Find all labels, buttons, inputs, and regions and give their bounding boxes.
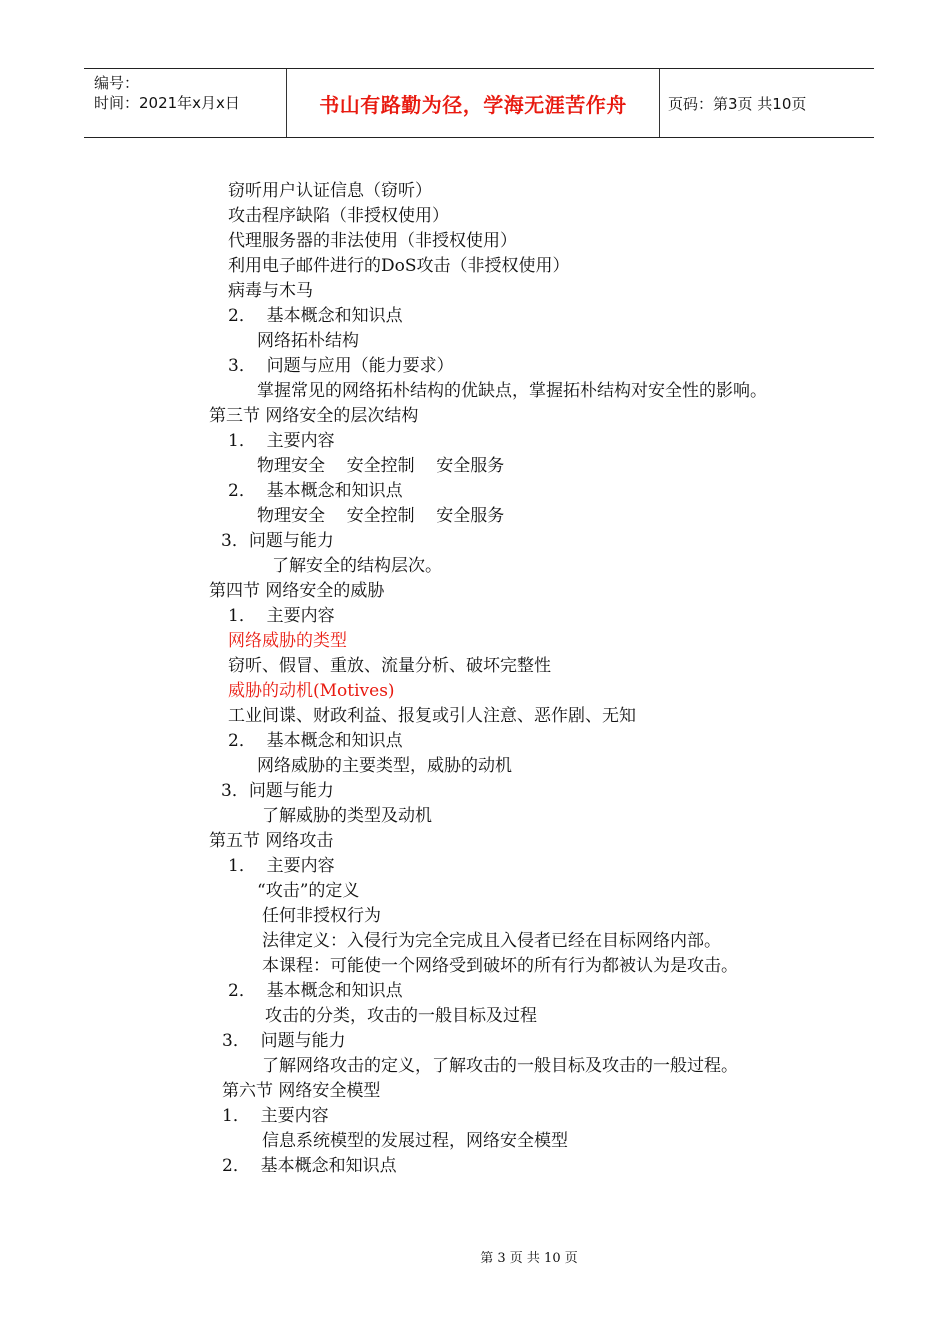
header-page-cell [660,69,874,137]
body-line: 网络拓朴结构 [257,331,359,351]
header-left-cell [84,69,287,137]
body-line: 1． 主要内容 [222,1106,329,1126]
number-label: 编号： [94,74,140,92]
body-line: 3． 问题与能力 [222,1031,346,1051]
section-heading: 第四节 网络安全的威胁 [209,581,385,601]
page-footer: 第 3 页 共 10 页 [480,1251,578,1266]
body-line: 物理安全 安全控制 安全服务 [257,506,505,526]
body-line: 网络威胁的主要类型，威胁的动机 [257,756,512,776]
body-line: 任何非授权行为 [262,906,381,926]
body-line: “攻击”的定义 [257,881,360,901]
body-line: 代理服务器的非法使用（非授权使用） [228,231,517,251]
body-line: 攻击程序缺陷（非授权使用） [228,206,449,226]
body-line: 工业间谍、财政利益、报复或引人注意、恶作剧、无知 [228,706,636,726]
body-line: 2． 基本概念和知识点 [222,1156,397,1176]
body-line: 病毒与木马 [228,281,313,301]
section-heading: 第五节 网络攻击 [209,831,334,851]
body-line: 本课程：可能使一个网络受到破坏的所有行为都被认为是攻击。 [262,956,738,976]
red-subheading: 网络威胁的类型 [228,631,347,651]
red-subheading: 威胁的动机(Motives) [228,681,395,701]
body-line: 法律定义：入侵行为完全完成且入侵者已经在目标网络内部。 [262,931,721,951]
body-line: 窃听用户认证信息（窃听） [228,181,432,201]
body-line: 1． 主要内容 [228,606,335,626]
section-heading: 第三节 网络安全的层次结构 [209,406,419,426]
body-line: 了解网络攻击的定义，了解攻击的一般目标及攻击的一般过程。 [262,1056,738,1076]
header-motto-cell [287,69,660,137]
body-line: 信息系统模型的发展过程，网络安全模型 [262,1131,568,1151]
body-line: 2． 基本概念和知识点 [228,481,403,501]
body-line: 3． 问题与应用（能力要求） [228,356,454,376]
body-line: 了解安全的结构层次。 [272,556,442,576]
body-line: 1． 主要内容 [228,856,335,876]
body-line: 了解威胁的类型及动机 [262,806,432,826]
motto: 书山有路勤为径，学海无涯苦作舟 [319,92,627,117]
body-line: 窃听、假冒、重放、流量分析、破坏完整性 [228,656,551,676]
body-line: 掌握常见的网络拓朴结构的优缺点，掌握拓朴结构对安全性的影响。 [257,381,767,401]
body-line: 3．问题与能力 [221,531,334,551]
body-line: 物理安全 安全控制 安全服务 [257,456,505,476]
body-line: 攻击的分类，攻击的一般目标及过程 [265,1006,537,1026]
body-line: 1． 主要内容 [228,431,335,451]
body-line: 3．问题与能力 [221,781,334,801]
body-line: 2． 基本概念和知识点 [228,306,403,326]
body-line: 2． 基本概念和知识点 [228,731,403,751]
time-label: 时间：2021年x月x日 [94,94,240,112]
page-header [84,68,874,138]
page-label: 页码：第3页 共10页 [668,94,807,113]
section-heading: 第六节 网络安全模型 [222,1081,381,1101]
body-line: 2． 基本概念和知识点 [228,981,403,1001]
body-line: 利用电子邮件进行的DoS攻击（非授权使用） [228,256,570,276]
